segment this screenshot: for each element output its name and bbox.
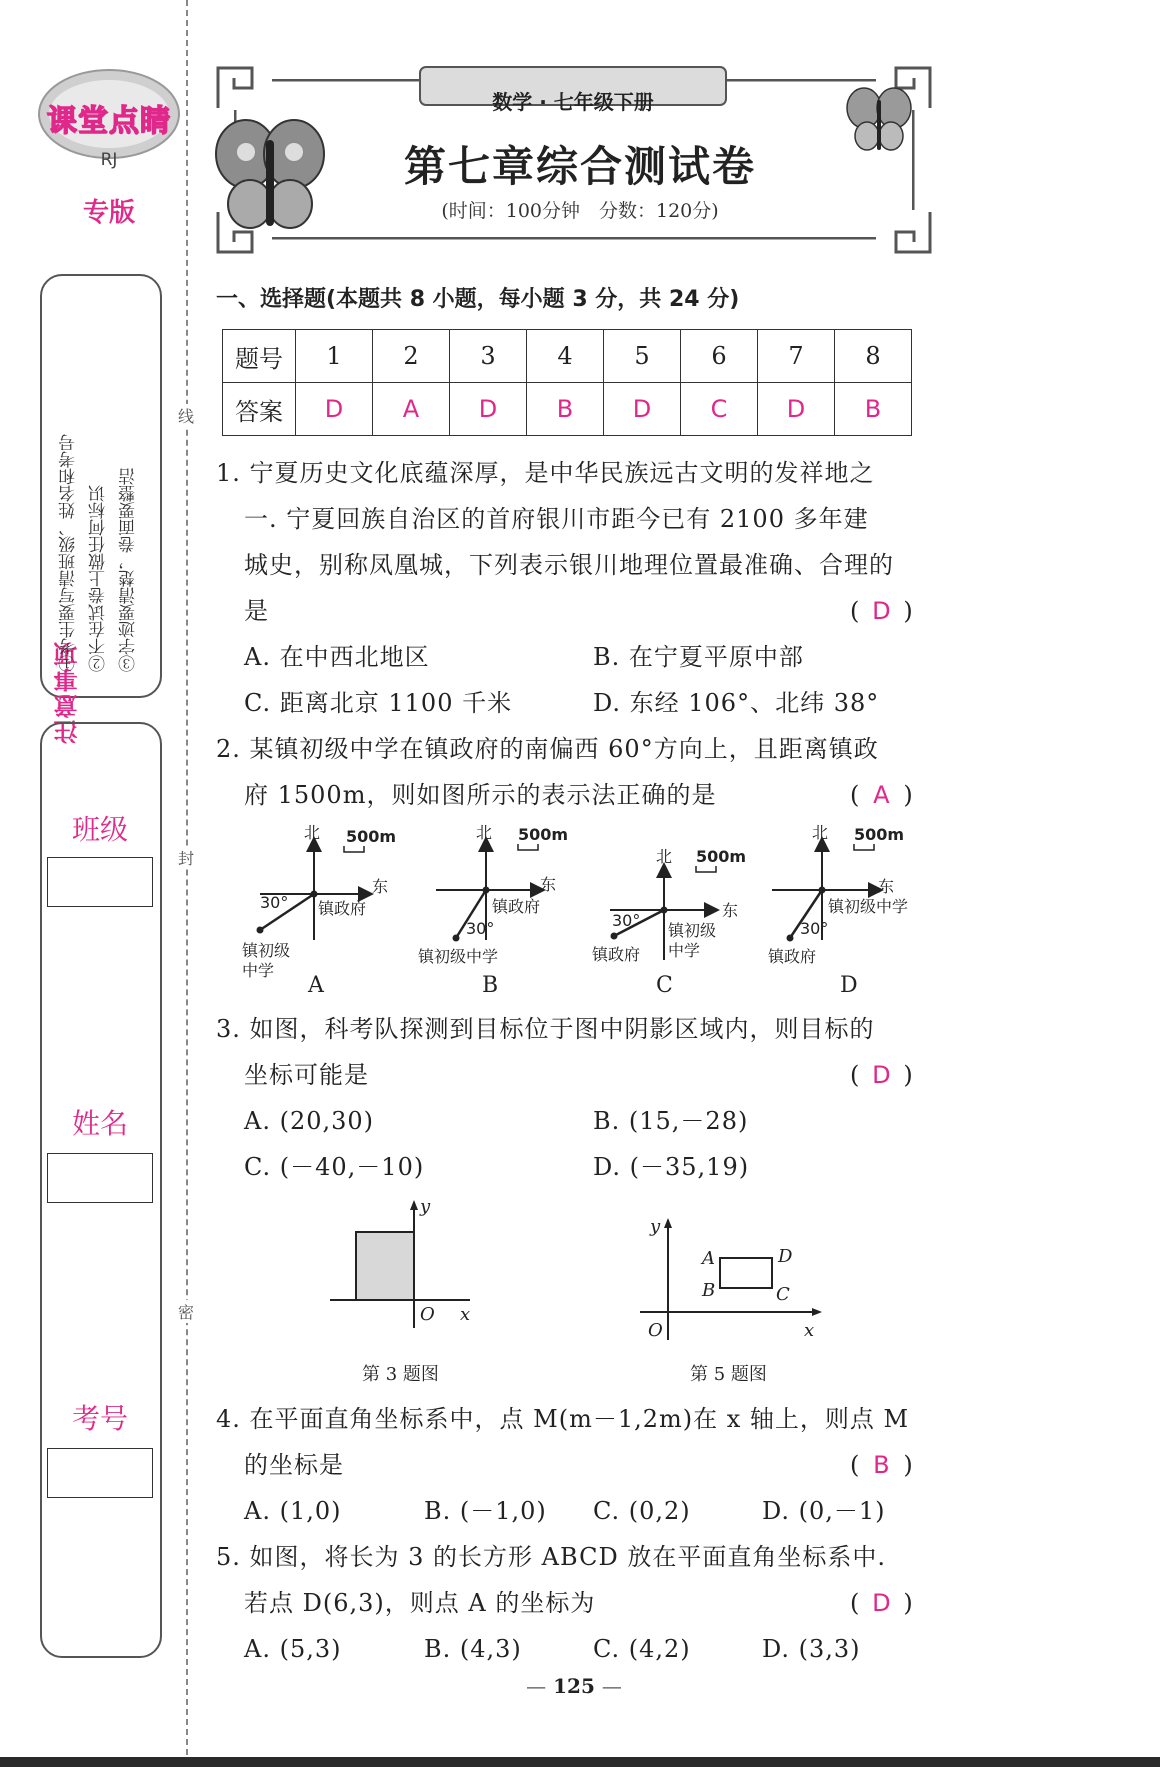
x-axis-label: x: [804, 1320, 815, 1341]
answer-bracket: ( B ): [850, 1442, 913, 1488]
gov-label: 镇政府: [768, 947, 817, 966]
option-b: B. (－1,0): [424, 1497, 547, 1525]
scale-label: 500m: [518, 825, 569, 844]
point-d-label: D: [778, 1246, 793, 1267]
answer-bracket: ( A ): [850, 772, 913, 818]
butterfly-right-icon: [846, 82, 912, 156]
answer-cell: C: [681, 383, 758, 436]
figure-label: C: [656, 973, 673, 998]
option-c: C. (－40,－10): [244, 1153, 425, 1181]
scale-label: 500m: [854, 825, 905, 844]
question-number: 4: [527, 330, 604, 383]
east-label: 东: [722, 901, 739, 920]
school-label: 中学: [242, 961, 275, 980]
point-a-label: A: [702, 1248, 715, 1269]
question-text: 4. 在平面直角坐标系中，点 M(m－1,2m)在 x 轴上，则点 M: [216, 1405, 910, 1433]
butterfly-left-icon: [214, 110, 326, 238]
figure-5: [636, 1212, 826, 1342]
cut-line: [186, 0, 188, 1755]
angle-label: 30°: [466, 919, 495, 938]
row-label-number: 题号: [223, 330, 296, 383]
answer-mark: D: [872, 1061, 891, 1089]
diagram-a: [242, 823, 396, 980]
diagram-b: [418, 823, 568, 966]
answer-cell: B: [527, 383, 604, 436]
section-heading: 一、选择题(本题共 8 小题，每小题 3 分，共 24 分): [216, 287, 740, 312]
notice-title: 注意事项: [54, 640, 82, 744]
x-axis-label: x: [460, 1304, 471, 1325]
answer-bracket: ( D ): [850, 1580, 913, 1626]
figure-label: A: [308, 973, 324, 998]
option-c: C. (4,2): [593, 1635, 691, 1663]
answer-cell: A: [373, 383, 450, 436]
option-d: D. 东经 106°、北纬 38°: [593, 689, 880, 717]
north-label: 北: [656, 847, 673, 866]
gov-label: 镇政府: [492, 897, 541, 916]
y-axis-label: y: [420, 1196, 431, 1217]
question-text: 若点 D(6,3)，则点 A 的坐标为: [244, 1589, 596, 1617]
figure-3-caption: 第 3 题图: [362, 1364, 439, 1385]
answer-cell: B: [835, 383, 912, 436]
table-row: [223, 330, 912, 383]
origin-label: O: [648, 1320, 663, 1341]
option-c: C. (0,2): [593, 1497, 691, 1525]
school-label: 镇初级中学: [418, 947, 499, 966]
question-text: 1. 宁夏历史文化底蕴深厚，是中华民族远古文明的发祥地之: [216, 459, 875, 487]
exam-info: (时间：100分钟 分数：120分): [441, 200, 719, 222]
scale-label: 500m: [346, 827, 397, 846]
logo-text: 课堂点睛: [47, 104, 171, 139]
angle-label: 30°: [260, 893, 289, 912]
question-number: 1: [296, 330, 373, 383]
school-label: 镇初级: [668, 921, 717, 940]
notice-items: [54, 292, 144, 672]
option-b: B. (15,－28): [593, 1107, 749, 1135]
school-label: 镇初级中学: [828, 897, 909, 916]
margin-char: 封: [178, 846, 194, 869]
question-text: 是: [244, 597, 269, 625]
origin-label: O: [420, 1304, 435, 1325]
question-number: 8: [835, 330, 912, 383]
question-number: 7: [758, 330, 835, 383]
question-number: 2: [373, 330, 450, 383]
diagram-c: [592, 847, 746, 964]
option-d: D. (－35,19): [593, 1153, 750, 1181]
page-number: 125: [553, 1674, 595, 1698]
school-label: 中学: [668, 941, 701, 960]
question-number: 5: [604, 330, 681, 383]
question-text: 3. 如图，科考队探测到目标位于图中阴影区域内，则目标的: [216, 1015, 875, 1043]
answer-cell: D: [450, 383, 527, 436]
margin-char: 密: [178, 1300, 194, 1323]
page-title: 第七章综合测试卷: [403, 142, 756, 191]
diagram-d: [768, 823, 908, 966]
option-a: A. (1,0): [244, 1497, 342, 1525]
class-label: 班级: [71, 813, 128, 846]
row-label-answer: 答案: [223, 383, 296, 436]
question-text: 的坐标是: [244, 1451, 344, 1479]
figure-label: B: [482, 973, 499, 998]
option-a: A. 在中西北地区: [244, 643, 430, 671]
figure-5-caption: 第 5 题图: [690, 1364, 767, 1385]
answer-mark: D: [872, 597, 891, 625]
notice-item: ①考生要写清班级、姓名和考号: [59, 434, 79, 672]
bottom-bar: [0, 1757, 1160, 1767]
name-label: 姓名: [71, 1107, 128, 1140]
gov-label: 镇政府: [592, 945, 641, 964]
answer-mark: D: [872, 1589, 891, 1617]
answer-bracket: ( D ): [850, 588, 913, 634]
table-row: [223, 383, 912, 436]
answer-mark: A: [873, 781, 890, 809]
logo-sub: RJ: [100, 150, 118, 170]
angle-label: 30°: [612, 911, 641, 930]
angle-label: 30°: [800, 919, 829, 938]
east-label: 东: [540, 875, 557, 894]
question-text: 坐标可能是: [244, 1061, 369, 1089]
point-c-label: C: [776, 1284, 790, 1305]
page-footer: — 125 —: [526, 1674, 622, 1698]
question-text: 府 1500m，则如图所示的表示法正确的是: [244, 781, 717, 809]
answer-cell: D: [296, 383, 373, 436]
north-label: 北: [812, 823, 829, 842]
id-label: 考号: [71, 1402, 128, 1435]
answer-table: [222, 329, 912, 436]
answer-cell: D: [604, 383, 681, 436]
option-c: C. 距离北京 1100 千米: [244, 689, 513, 717]
question-text: 2. 某镇初级中学在镇政府的南偏西 60°方向上，且距离镇政: [216, 735, 879, 763]
question-text: 5. 如图，将长为 3 的长方形 ABCD 放在平面直角坐标系中.: [216, 1543, 886, 1571]
school-label: 镇初级: [242, 941, 291, 960]
figure-label: D: [840, 973, 858, 998]
answer-bracket: ( D ): [850, 1052, 913, 1098]
option-a: A. (5,3): [244, 1635, 342, 1663]
edition-label: 专版: [82, 198, 135, 228]
north-label: 北: [476, 823, 493, 842]
margin-char: 线: [178, 404, 194, 427]
option-d: D. (3,3): [762, 1635, 861, 1663]
name-input[interactable]: [47, 1153, 153, 1203]
option-a: A. (20,30): [244, 1107, 375, 1135]
option-d: D. (0,－1): [762, 1497, 886, 1525]
option-b: B. 在宁夏平原中部: [593, 643, 804, 671]
question-number: 3: [450, 330, 527, 383]
east-label: 东: [878, 877, 895, 896]
east-label: 东: [372, 877, 389, 896]
north-label: 北: [304, 823, 321, 842]
answer-cell: D: [758, 383, 835, 436]
notice-item: ②不在试卷上做任何标识: [89, 485, 109, 672]
option-b: B. (4,3): [424, 1635, 522, 1663]
question-text: 城史，别称凤凰城，下列表示银川地理位置最准确、合理的: [244, 551, 894, 579]
id-input[interactable]: [47, 1448, 153, 1498]
direction-diagrams: [230, 820, 930, 1000]
class-input[interactable]: [47, 857, 153, 907]
point-b-label: B: [702, 1280, 716, 1301]
subject-label: 数学 · 七年级下册: [492, 90, 654, 114]
question-text: 一. 宁夏回族自治区的首府银川市距今已有 2100 多年建: [244, 505, 869, 533]
figure-3: [320, 1196, 490, 1336]
gov-label: 镇政府: [318, 899, 367, 918]
scale-label: 500m: [696, 847, 747, 866]
y-axis-label: y: [650, 1216, 661, 1237]
answer-mark: B: [873, 1451, 890, 1479]
question-number: 6: [681, 330, 758, 383]
notice-item: ③字迹要清楚，卷面要整洁: [119, 468, 139, 672]
